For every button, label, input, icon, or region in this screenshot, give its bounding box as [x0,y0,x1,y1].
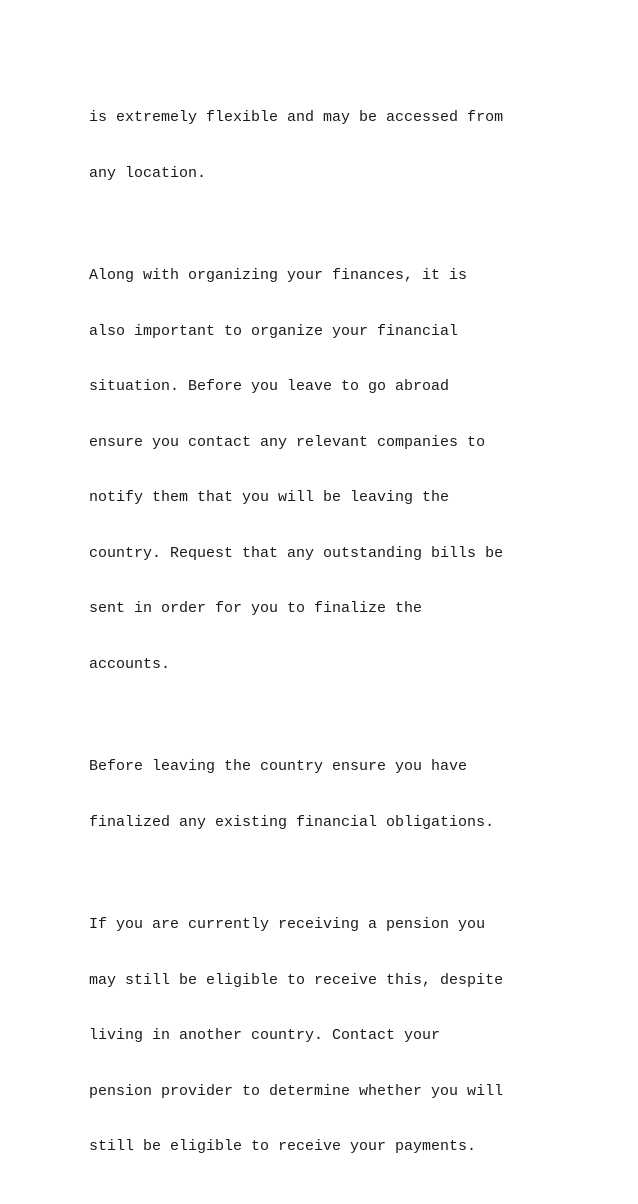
text-line: pension provider to determine whether you will [89,1082,504,1100]
text-line: is extremely flexible and may be accessed from [89,109,504,126]
text-line: may still be eligible to receive this, despite [89,971,504,989]
text-line: still be eligible to receive your payments. [89,1138,477,1155]
text-line: sent in order for you to finalize the [89,600,423,617]
paragraph-pension [89,879,564,1194]
text-line: living in another country. Contact your [89,1027,441,1044]
text-line: Along with organizing your finances, it is [89,267,468,284]
text-line: ensure you contact any relevant companies to [89,433,486,451]
text-line: accounts. [89,655,171,673]
text-line: finalized any existing financial obligations. [89,813,495,831]
text-line: also important to organize your financial [89,322,459,340]
text-line: Before leaving the country ensure you have [89,758,468,775]
paragraph-location [89,72,564,220]
text-line: If you are currently receiving a pension you [89,916,486,933]
paragraph-organize-finances [89,230,564,711]
text-line: country. Request that any outstanding bills be [89,544,504,562]
document-body [89,72,564,1204]
text-line: any location. [89,164,207,182]
paragraph-financial-obligations [89,721,564,869]
text-line: situation. Before you leave to go abroad [89,378,450,395]
text-line: notify them that you will be leaving the [89,489,450,506]
